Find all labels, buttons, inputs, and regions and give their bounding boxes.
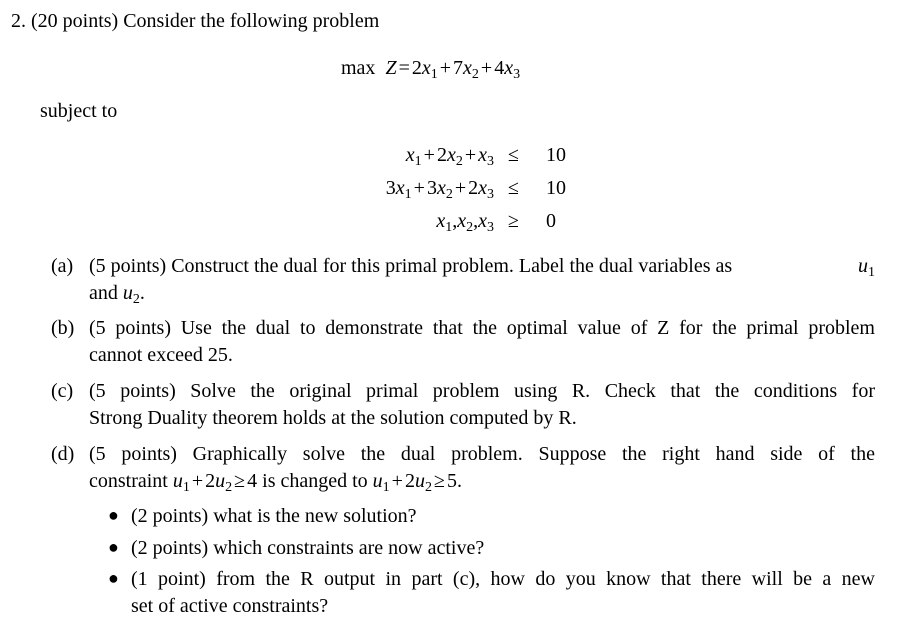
part-a-text: (5 points) Construct the dual for this primal problem. Label the dual variables as — [89, 255, 733, 277]
part-b-label: (b) — [51, 317, 75, 339]
part-d-label: (d) — [51, 443, 75, 465]
bullet-3-text: (1 point) from the R output in part (c), how do you know that there will be a new — [131, 568, 875, 590]
bullet-2-marker: ● — [108, 537, 119, 557]
constraint-nonneg-rhs: 0 — [546, 210, 556, 232]
part-a-label: (a) — [51, 255, 74, 277]
part-a-line2: and $u_2$. — [89, 282, 145, 307]
constraint-1-lhs: $x_1 + 2x_2 + x_3$ — [405, 144, 494, 169]
part-d-line1: (5 points) Graphically solve the dual problem. Suppose the right hand side of the — [89, 443, 875, 465]
part-c-label: (c) — [51, 380, 74, 402]
bullet-1-text: (2 points) what is the new solution? — [131, 505, 417, 527]
constraint-nonneg-operator: ≥ — [508, 210, 519, 232]
part-c-line2: Strong Duality theorem holds at the solution computed by R. — [89, 407, 577, 429]
constraint-1-operator: ≤ — [508, 144, 519, 166]
part-c-line1: (5 points) Solve the original primal problem using R. Check that the conditions for — [89, 380, 875, 402]
part-b-line2: cannot exceed 25. — [89, 344, 233, 366]
bullet-2-text: (2 points) which constraints are now active? — [131, 537, 485, 559]
part-d-changed-to: is changed to — [262, 470, 368, 492]
constraint-2-rhs: 10 — [546, 177, 566, 199]
part-a-line1: (5 points) Construct the dual for this primal problem. Label the dual variables as $u_1$ — [89, 253, 875, 286]
bullet-3-marker: ● — [108, 568, 119, 588]
bullet-3-continuation: set of active constraints? — [131, 595, 329, 617]
bullet-1-marker: ● — [108, 505, 119, 525]
part-a-and: and — [89, 282, 118, 304]
part-b-line1: (5 points) Use the dual to demonstrate that the optimal value of Z for the primal problem — [89, 317, 875, 339]
subject-to-label: subject to — [40, 100, 118, 122]
part-d-constraint-word: constraint — [89, 470, 168, 492]
problem-header: 2. (20 points) Consider the following problem — [11, 10, 380, 32]
objective-max-label: max — [341, 57, 376, 79]
part-d-line2: constraint $u_1 + 2u_2 \ge 4$ is changed to $u_1 + 2u_2 \ge 5$. — [89, 470, 462, 495]
constraint-2-operator: ≤ — [508, 177, 519, 199]
constraint-nonneg-lhs: $x_1,x_2,x_3$ — [436, 210, 494, 235]
constraint-1-rhs: 10 — [546, 144, 566, 166]
constraint-2-lhs: $3x_1 + 3x_2 + 2x_3$ — [385, 177, 494, 202]
objective-function: $\max Z = 2x_1 + 7x_2 + 4x_3$ — [341, 57, 521, 82]
